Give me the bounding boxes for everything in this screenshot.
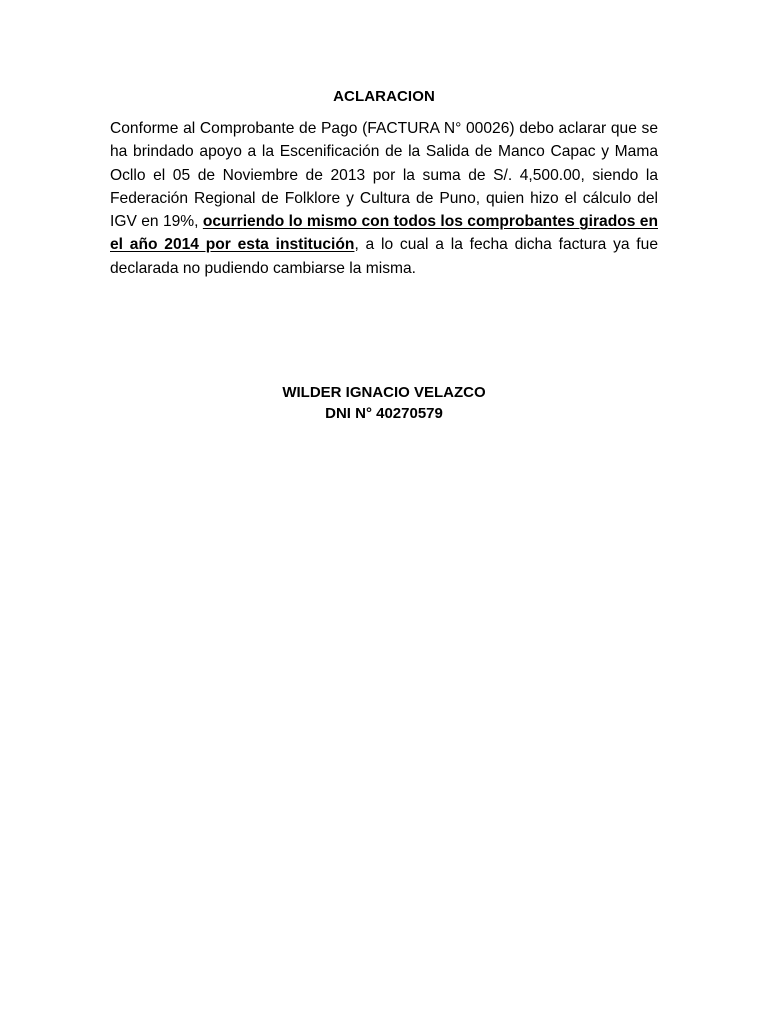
signatory-dni: DNI N° 40270579	[325, 405, 443, 422]
signatory-name: WILDER IGNACIO VELAZCO	[282, 384, 486, 401]
paragraph-emphasis-text: ocurriendo lo mismo con todos los comprobantes girados en el año 2014 por esta institución	[110, 213, 658, 254]
paragraph-text-part-1: Conforme al Comprobante de Pago (FACTURA N° 00026) debo aclarar que se ha brindado apoyo a la Escenificación de la Salida de Manco Capac y Mama Ocllo el 05 de Noviembre de 2013 por la suma de S/. 4,500.00, siendo la Federación Regional de Folklore y Cultura de Puno, quien hizo el cálculo del IGV en 19%,	[110, 120, 658, 231]
signature-block	[0, 382, 768, 424]
paragraph-text-part-2: , a lo cual a la fecha dicha factura ya fue declarada no pudiendo cambiarse la misma.	[110, 236, 658, 277]
clarification-paragraph	[110, 117, 658, 280]
document-title: ACLARACION	[333, 88, 435, 105]
